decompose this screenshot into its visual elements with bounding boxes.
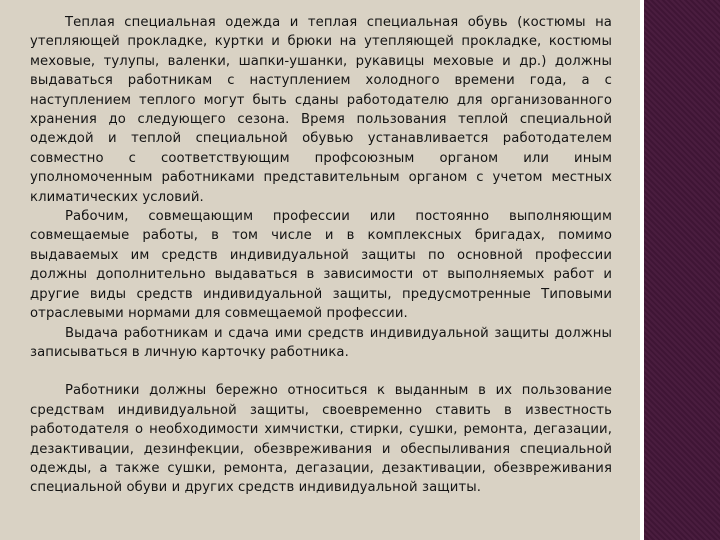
document-text <box>30 13 612 498</box>
paragraph-combined-professions: Рабочим, совмещающим профессии или постоянно выполняющим совмещаемые работы, в том числе и в комплексных бригадах, помимо выдаваемых им средств индивидуальной защиты по основной профессии должны дополнительно выдаваться в зависимости от выполняемых работ и другие виды средств индивидуальной защиты, предусмотренные Типовыми отраслевыми нормами для совмещаемой профессии. <box>30 209 612 322</box>
decorative-side-panel <box>644 0 720 540</box>
paragraph-warm-clothing: Теплая специальная одежда и теплая специальная обувь (костюмы на утепляющей прокладке, куртки и брюки на утепляющей прокладке, костюмы меховые, тулупы, валенки, шапки-ушанки, рукавицы меховые и др.) должны выдаваться работникам с наступлением холодного времени года, а с наступлением теплого могут быть сданы работодателю для организованного хранения до следующего сезона. Время пользования теплой специальной одеждой и теплой специальной обувью устанавливается работодателем совместно с соответствующим профсоюзным органом или иным уполномоченным работниками представительным органом с учетом местных климатических условий. <box>30 15 612 205</box>
paragraph-care-of-ppe: Работники должны бережно относиться к выданным в их пользование средствам индивидуальной защиты, своевременно ставить в известность работодателя о необходимости химчистки, стирки, сушки, ремонта, дегазации, дезактивации, дезинфекции, обезвреживания и обеспыливания специальной одежды, а также сушки, ремонта, дегазации, дезактивации, обезвреживания специальной обуви и других средств индивидуальной защиты. <box>30 383 612 496</box>
paragraph-issuance-record: Выдача работникам и сдача ими средств индивидуальной защиты должны записываться в личную карточку работника. <box>30 325 612 360</box>
